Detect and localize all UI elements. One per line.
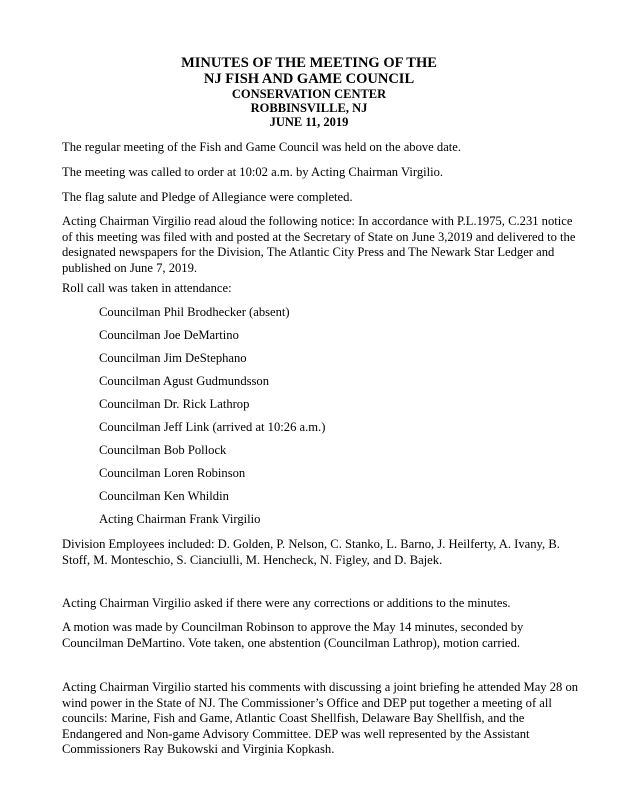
attendee-item: Councilman Agust Gudmundsson [99, 374, 270, 388]
document-header [0, 55, 618, 129]
paragraph-division-employees: Division Employees included: D. Golden, P. Nelson, C. Stanko, L. Barno, J. Heilferty, A. Ivany, B. Stoff, M. Monteschio, S. Cianciulli, M. Hencheck, N. Figley, and D. Bajek. [62, 537, 560, 567]
attendee-item: Councilman Loren Robinson [99, 466, 246, 480]
paragraph-roll-call: Roll call was taken in attendance: [62, 281, 232, 295]
paragraph-meeting-held: The regular meeting of the Fish and Game Council was held on the above date. [62, 140, 462, 154]
header-location: CONSERVATION CENTER [231, 87, 387, 101]
attendee-item: Councilman Phil Brodhecker (absent) [99, 305, 290, 319]
attendee-item: Councilman Joe DeMartino [99, 328, 239, 342]
attendee-item: Acting Chairman Frank Virgilio [99, 512, 261, 526]
attendee-item: Councilman Ken Whildin [99, 489, 229, 503]
header-title-line2: NJ FISH AND GAME COUNCIL [203, 71, 415, 87]
attendee-item: Councilman Bob Pollock [99, 443, 227, 457]
header-date: JUNE 11, 2019 [269, 115, 349, 129]
header-title-line1: MINUTES OF THE MEETING OF THE [181, 55, 437, 71]
paragraph-chairman-comments: Acting Chairman Virgilio started his comments with discussing a joint briefing he attended May 28 on wind power in the State of NJ. The Commissioner’s Office and DEP put together a meeting of all councils: Marine, Fish and Game, Atlantic Coast Shellfish, Delaware Bay Shellfish, and the Endangered and Non-game Advisory Committee. DEP was well represented by the Assistant Commissioners Ray Bukowski and Virginia Kopkash. [62, 680, 579, 757]
paragraph-public-notice: Acting Chairman Virgilio read aloud the following notice: In accordance with P.L.1975, C.231 notice of this meeting was filed with and posted at the Secretary of State on June 3,2019 and delivered to the designated newspapers for the Division, The Atlantic City Press and The Newark Star Ledger and published on June 7, 2019. [62, 214, 576, 275]
attendee-item: Councilman Jeff Link (arrived at 10:26 a.m.) [99, 420, 326, 434]
paragraph-corrections: Acting Chairman Virgilio asked if there were any corrections or additions to the minutes. [62, 596, 511, 610]
attendee-item: Councilman Dr. Rick Lathrop [99, 397, 250, 411]
paragraph-flag-salute: The flag salute and Pledge of Allegiance were completed. [62, 190, 353, 204]
paragraph-called-to-order: The meeting was called to order at 10:02 a.m. by Acting Chairman Virgilio. [62, 165, 444, 179]
attendee-item: Councilman Jim DeStephano [99, 351, 247, 365]
paragraph-motion-minutes: A motion was made by Councilman Robinson to approve the May 14 minutes, seconded by Councilman DeMartino. Vote taken, one abstention (Councilman Lathrop), motion carried. [62, 620, 524, 650]
header-city: ROBBINSVILLE, NJ [250, 101, 368, 115]
